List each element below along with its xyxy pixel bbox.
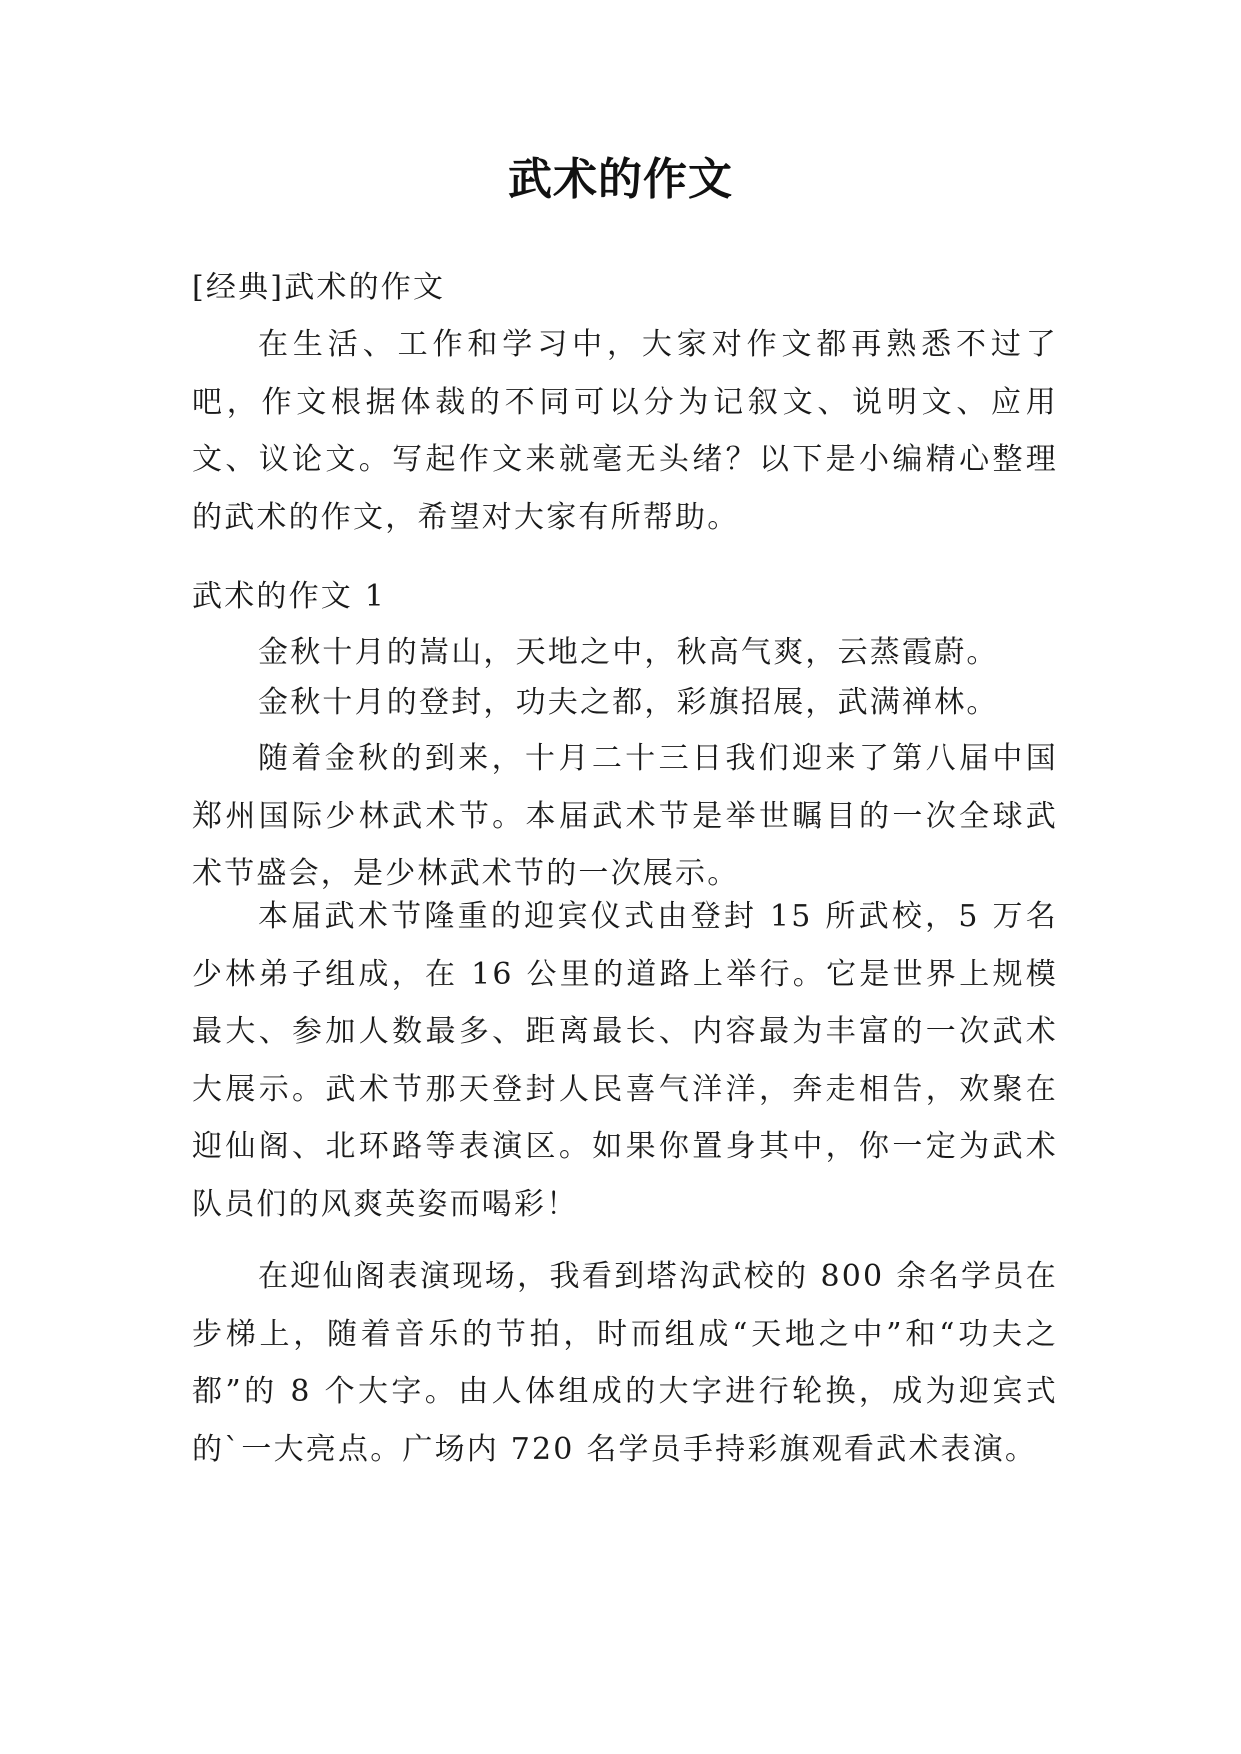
paragraph-5: 在迎仙阁表演现场，我看到塔沟武校的 800 余名学员在步梯上，随着音乐的节拍，时而组成“天地之中”和“功夫之都”的 8 个大字。由人体组成的大字进行轮换，成为迎宾式的`一大亮点。广场内 720 名学员手持彩旗观看武术表演。	[192, 1259, 1058, 1467]
paragraph-2: 金秋十月的登封，功夫之都，彩旗招展，武满禅林。	[258, 685, 999, 720]
document-subtitle: [经典]武术的作文	[192, 270, 446, 305]
document-title: 武术的作文	[508, 154, 733, 205]
paragraph-3: 随着金秋的到来，十月二十三日我们迎来了第八届中国郑州国际少林武术节。本届武术节是举世瞩目的一次全球武术节盛会，是少林武术节的一次展示。	[192, 741, 1058, 891]
section-heading: 武术的作文 1	[192, 579, 387, 614]
intro-paragraph: 在生活、工作和学习中，大家对作文都再熟悉不过了吧，作文根据体裁的不同可以分为记叙文、说明文、应用文、议论文。写起作文来就毫无头绪？以下是小编精心整理的武术的作文，希望对大家有所帮助。	[192, 327, 1058, 535]
paragraph-1: 金秋十月的嵩山，天地之中，秋高气爽，云蒸霞蔚。	[258, 635, 999, 670]
paragraph-4: 本届武术节隆重的迎宾仪式由登封 15 所武校，5 万名少林弟子组成，在 16 公里的道路上举行。它是世界上规模最大、参加人数最多、距离最长、内容最为丰富的一次武术大展示。武术节那天登封人民喜气洋洋，奔走相告，欢聚在迎仙阁、北环路等表演区。如果你置身其中，你一定为武术队员们的风爽英姿而喝彩！	[192, 899, 1058, 1222]
